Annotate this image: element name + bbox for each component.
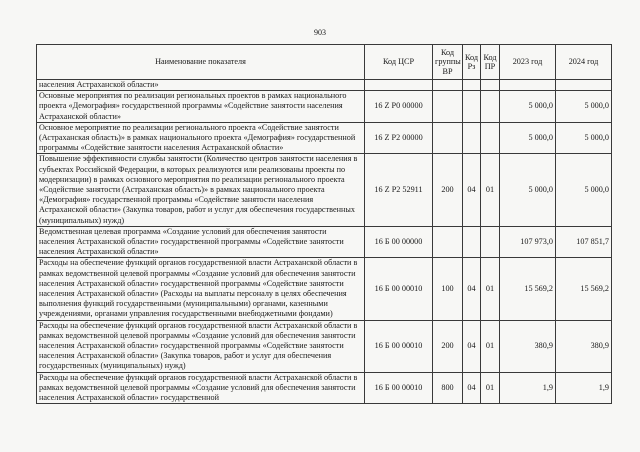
row-pr: 01 <box>481 320 500 372</box>
table-row <box>37 154 612 226</box>
row-pr: 01 <box>481 258 500 320</box>
table-row <box>37 258 612 320</box>
table-row <box>37 122 612 154</box>
header-vr: Код группы ВР <box>433 45 463 80</box>
row-rz <box>463 91 481 123</box>
header-rz: Код Рз <box>463 45 481 80</box>
row-vr <box>433 80 463 91</box>
row-rz: 04 <box>463 372 481 404</box>
row-vr <box>433 91 463 123</box>
row-rz: 04 <box>463 258 481 320</box>
row-pr: 01 <box>481 154 500 226</box>
header-2023: 2023 год <box>500 45 556 80</box>
row-2023: 1,9 <box>500 372 556 404</box>
row-2024: 1,9 <box>556 372 612 404</box>
row-rz <box>463 226 481 258</box>
budget-table <box>36 44 612 404</box>
row-pr <box>481 122 500 154</box>
table-row <box>37 91 612 123</box>
row-2023: 5 000,0 <box>500 154 556 226</box>
row-name: Основное мероприятие по реализации регионального проекта «Содействие занятости (Астраханская область)» в рамках национального проекта «Демография» государственной программы «Содействие занятости населения Астраханской области» <box>37 122 365 154</box>
row-2023: 107 973,0 <box>500 226 556 258</box>
row-rz <box>463 80 481 91</box>
header-pr: Код ПР <box>481 45 500 80</box>
row-csr: 16 Z P2 52911 <box>365 154 433 226</box>
header-name: Наименование показателя <box>37 45 365 80</box>
row-2024: 107 851,7 <box>556 226 612 258</box>
row-pr <box>481 226 500 258</box>
row-csr: 16 Б 00 00010 <box>365 372 433 404</box>
row-2024: 15 569,2 <box>556 258 612 320</box>
row-pr <box>481 91 500 123</box>
row-csr: 16 Z P0 00000 <box>365 91 433 123</box>
row-2023: 380,9 <box>500 320 556 372</box>
row-csr <box>365 80 433 91</box>
row-rz: 04 <box>463 320 481 372</box>
row-vr: 800 <box>433 372 463 404</box>
table-row <box>37 372 612 404</box>
row-pr <box>481 80 500 91</box>
row-name: Повышение эффективности службы занятости (Количество центров занятости населения в субъектах Российской Федерации, в которых реализуются или реализованы проекты по модернизации) в рамках основного мероприятия по реализации регионального проекта «Содействие занятости (Астраханская область)» в рамках национального проекта «Демография» государственной программы «Содействие занятости населения Астраханской области» (Закупка товаров, работ и услуг для обеспечения государственных (муниципальных) нужд) <box>37 154 365 226</box>
row-2024 <box>556 80 612 91</box>
row-name: Основные мероприятия по реализации региональных проектов в рамках национального проекта «Демография» государственной программы «Содействие занятости населения Астраханской области» <box>37 91 365 123</box>
row-2023: 15 569,2 <box>500 258 556 320</box>
row-2023: 5 000,0 <box>500 91 556 123</box>
header-csr: Код ЦСР <box>365 45 433 80</box>
row-pr: 01 <box>481 372 500 404</box>
row-vr: 100 <box>433 258 463 320</box>
table-row <box>37 226 612 258</box>
table-header-row <box>37 45 612 80</box>
table-row <box>37 80 612 91</box>
row-name: Расходы на обеспечение функций органов государственной власти Астраханской области в рамках ведомственной целевой программы «Создание условий для обеспечения занятости населения Астраханской области» государственной программы «Содействие занятости населения Астраханской области» (Закупка товаров, работ и услуг для обеспечения государственных (муниципальных) нужд) <box>37 320 365 372</box>
header-2024: 2024 год <box>556 45 612 80</box>
row-csr: 16 Б 00 00010 <box>365 258 433 320</box>
row-vr <box>433 122 463 154</box>
row-vr: 200 <box>433 320 463 372</box>
table-row <box>37 320 612 372</box>
row-2023: 5 000,0 <box>500 122 556 154</box>
row-vr <box>433 226 463 258</box>
page-number: 903 <box>314 28 326 37</box>
row-name: Расходы на обеспечение функций органов государственной власти Астраханской области в рамках ведомственной целевой программы «Создание условий для обеспечения занятости населения Астраханской области» государственной программы «Содействие занятости населения Астраханской области» (Расходы на выплаты персоналу в целях обеспечения выполнения функций государственными (муниципальными) органами, казенными учреждениями, органами управления государственными внебюджетными фондами) <box>37 258 365 320</box>
row-name: Ведомственная целевая программа «Создание условий для обеспечения занятости населения Астраханской области» государственной программы «Содействие занятости населения Астраханской области» <box>37 226 365 258</box>
row-2024: 5 000,0 <box>556 154 612 226</box>
row-2024: 380,9 <box>556 320 612 372</box>
row-name: населения Астраханской области» <box>37 80 365 91</box>
row-2024: 5 000,0 <box>556 91 612 123</box>
row-2023 <box>500 80 556 91</box>
row-csr: 16 Б 00 00010 <box>365 320 433 372</box>
row-2024: 5 000,0 <box>556 122 612 154</box>
row-name: Расходы на обеспечение функций органов государственной власти Астраханской области в рамках ведомственной целевой программы «Создание условий для обеспечения занятости населения Астраханской области» государственной <box>37 372 365 404</box>
row-rz: 04 <box>463 154 481 226</box>
row-csr: 16 Б 00 00000 <box>365 226 433 258</box>
row-rz <box>463 122 481 154</box>
row-vr: 200 <box>433 154 463 226</box>
row-csr: 16 Z P2 00000 <box>365 122 433 154</box>
